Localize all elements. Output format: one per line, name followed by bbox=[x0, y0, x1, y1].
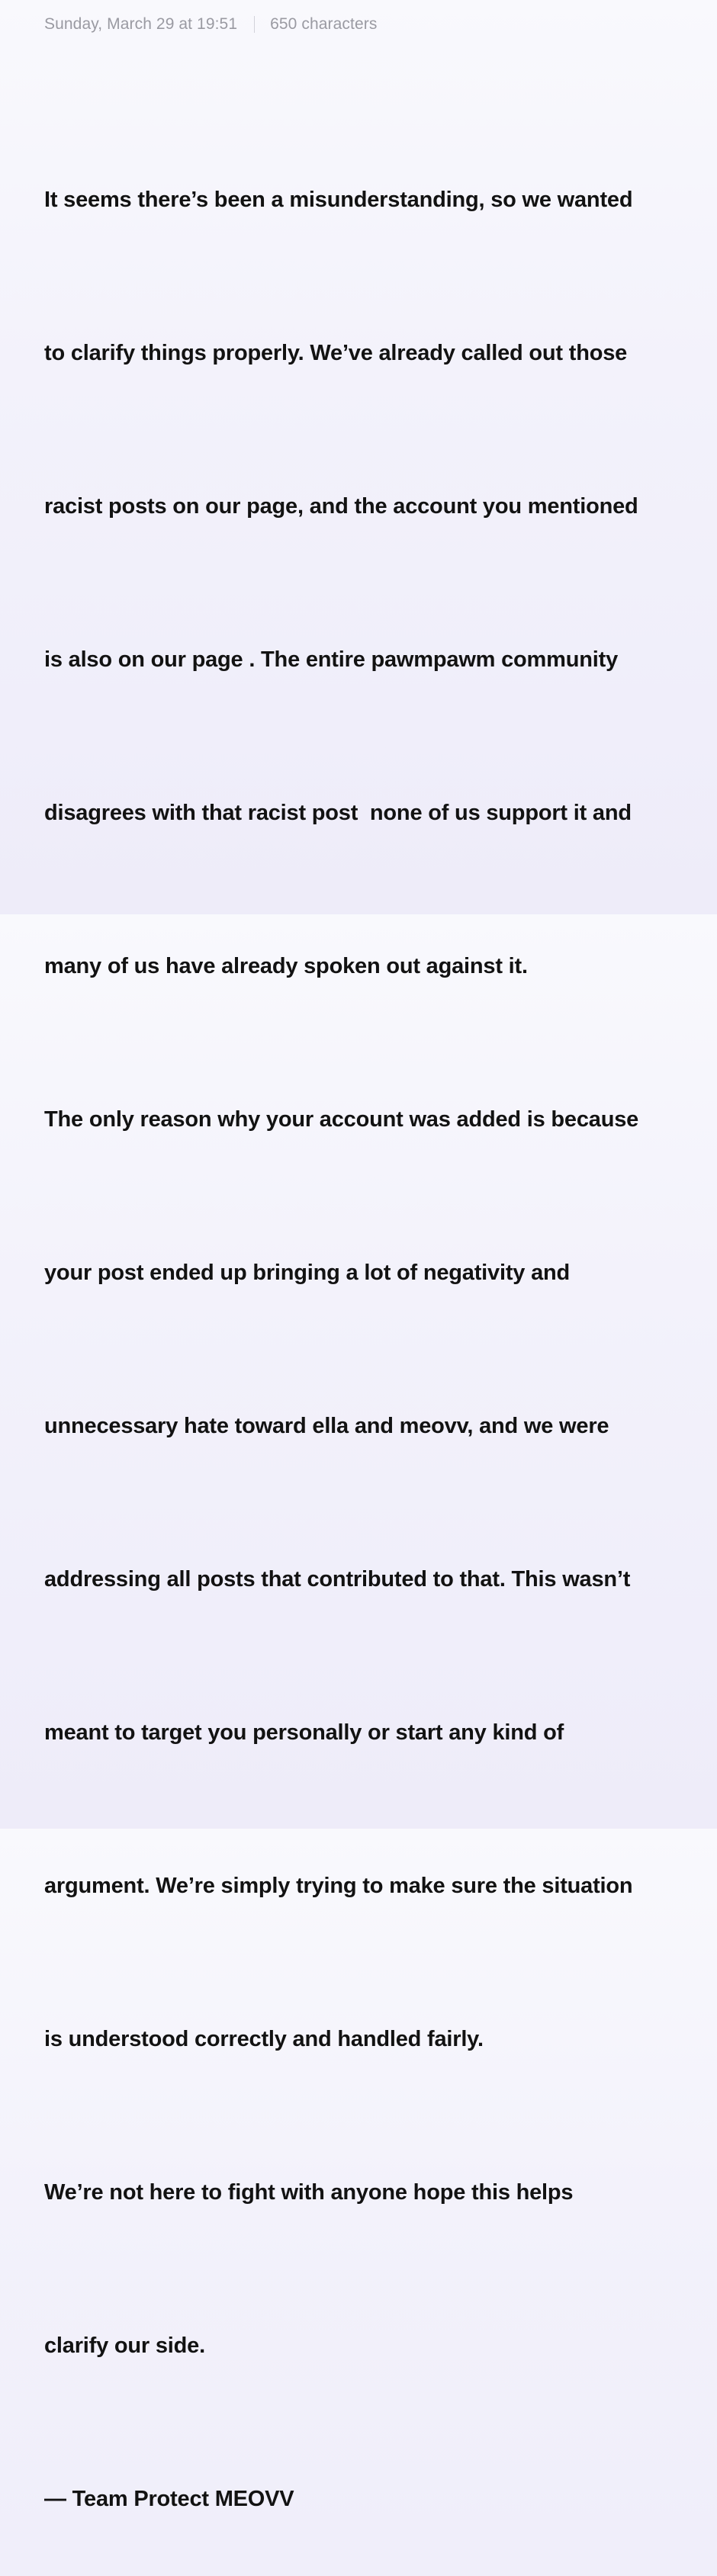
note-line: many of us have already spoken out against it. bbox=[44, 954, 528, 978]
note-line: argument. We’re simply trying to make sure the situation bbox=[44, 1874, 633, 1898]
note-signature: — Team Protect MEOVV bbox=[44, 2487, 294, 2511]
meta-divider bbox=[254, 16, 255, 33]
note-body-text[interactable] bbox=[44, 72, 700, 2576]
note-line: The only reason why your account was added is because bbox=[44, 1107, 639, 1132]
note-line: meant to target you personally or start any kind of bbox=[44, 1720, 564, 1745]
character-count: 650 characters bbox=[270, 15, 378, 33]
note-line: is also on our page . The entire pawmpawm community bbox=[44, 647, 618, 672]
note-line: addressing all posts that contributed to that. This wasn’t bbox=[44, 1567, 631, 1592]
note-line: We’re not here to fight with anyone hope this helps bbox=[44, 2180, 574, 2205]
note-line: your post ended up bringing a lot of negativity and bbox=[44, 1261, 571, 1285]
note-line: clarify our side. bbox=[44, 2333, 205, 2358]
note-line: racist posts on our page, and the account you mentioned bbox=[44, 494, 638, 519]
note-line: unnecessary hate toward ella and meovv, and we were bbox=[44, 1414, 609, 1438]
note-timestamp: Sunday, March 29 at 19:51 bbox=[44, 15, 238, 33]
note-line: disagrees with that racist post none of us support it and bbox=[44, 801, 632, 825]
note-line: It seems there’s been a misunderstanding, so we wanted bbox=[44, 188, 633, 212]
note-line: to clarify things properly. We’ve already called out those bbox=[44, 341, 628, 365]
note-meta-bar bbox=[44, 13, 377, 36]
note-line: is understood correctly and handled fairly. bbox=[44, 2027, 484, 2051]
